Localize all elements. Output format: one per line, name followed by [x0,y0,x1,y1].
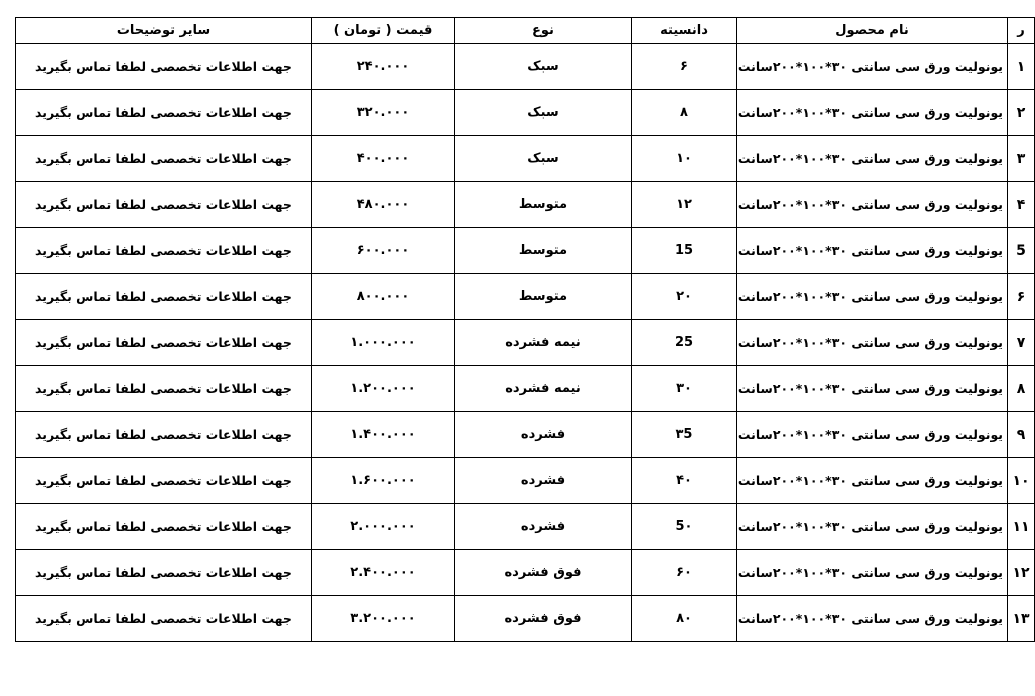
cell-price: ۱.۶۰۰.۰۰۰ [312,458,455,504]
cell-row-number: ۲ [1008,90,1035,136]
cell-notes: جهت اطلاعات تخصصی لطفا تماس بگیرید [16,366,312,412]
cell-type: فوق فشرده [455,596,632,642]
cell-type: فشرده [455,458,632,504]
table-row [16,44,1035,90]
cell-product-name: یونولیت ورق سی سانتی ۳۰*۱۰۰*۲۰۰سانت [737,182,1008,228]
table-row [16,136,1035,182]
header-row [16,18,1035,44]
table-row [16,228,1035,274]
cell-density: 25 [632,320,737,366]
cell-density: ۶۰ [632,550,737,596]
cell-row-number: ۸ [1008,366,1035,412]
cell-type: متوسط [455,274,632,320]
cell-price: ۴۰۰.۰۰۰ [312,136,455,182]
cell-density: ۸ [632,90,737,136]
cell-price: ۱.۲۰۰.۰۰۰ [312,366,455,412]
cell-row-number: ۱۱ [1008,504,1035,550]
cell-product-name: یونولیت ورق سی سانتی ۳۰*۱۰۰*۲۰۰سانت [737,366,1008,412]
cell-price: ۲.۰۰۰.۰۰۰ [312,504,455,550]
cell-density: ۴۰ [632,458,737,504]
table-row [16,90,1035,136]
cell-row-number: ۹ [1008,412,1035,458]
cell-type: نیمه فشرده [455,320,632,366]
cell-product-name: یونولیت ورق سی سانتی ۳۰*۱۰۰*۲۰۰سانت [737,412,1008,458]
cell-product-name: یونولیت ورق سی سانتی ۳۰*۱۰۰*۲۰۰سانت [737,550,1008,596]
table-row [16,412,1035,458]
cell-density: ۳۰ [632,366,737,412]
header-type: نوع [455,18,632,44]
cell-type: متوسط [455,182,632,228]
cell-product-name: یونولیت ورق سی سانتی ۳۰*۱۰۰*۲۰۰سانت [737,458,1008,504]
cell-density: ۱۰ [632,136,737,182]
cell-product-name: یونولیت ورق سی سانتی ۳۰*۱۰۰*۲۰۰سانت [737,90,1008,136]
cell-row-number: ۱ [1008,44,1035,90]
cell-price: ۴۸۰.۰۰۰ [312,182,455,228]
cell-notes: جهت اطلاعات تخصصی لطفا تماس بگیرید [16,458,312,504]
cell-price: ۳۲۰.۰۰۰ [312,90,455,136]
cell-density: 15 [632,228,737,274]
table-row [16,366,1035,412]
cell-row-number: ۱۳ [1008,596,1035,642]
cell-density: ۸۰ [632,596,737,642]
price-table [15,17,1035,642]
cell-type: فشرده [455,412,632,458]
cell-price: ۲۴۰.۰۰۰ [312,44,455,90]
header-product-name: نام محصول [737,18,1008,44]
cell-price: ۸۰۰.۰۰۰ [312,274,455,320]
cell-notes: جهت اطلاعات تخصصی لطفا تماس بگیرید [16,412,312,458]
cell-row-number: ۷ [1008,320,1035,366]
table-body [16,44,1035,642]
cell-row-number: ۱۰ [1008,458,1035,504]
cell-product-name: یونولیت ورق سی سانتی ۳۰*۱۰۰*۲۰۰سانت [737,228,1008,274]
header-price: قیمت ( تومان ) [312,18,455,44]
cell-notes: جهت اطلاعات تخصصی لطفا تماس بگیرید [16,274,312,320]
cell-product-name: یونولیت ورق سی سانتی ۳۰*۱۰۰*۲۰۰سانت [737,274,1008,320]
table-header [16,18,1035,44]
cell-type: فوق فشرده [455,550,632,596]
cell-notes: جهت اطلاعات تخصصی لطفا تماس بگیرید [16,320,312,366]
cell-density: 5۰ [632,504,737,550]
cell-price: ۲.۴۰۰.۰۰۰ [312,550,455,596]
table-row [16,458,1035,504]
header-density: دانسیته [632,18,737,44]
cell-type: سبک [455,136,632,182]
cell-notes: جهت اطلاعات تخصصی لطفا تماس بگیرید [16,136,312,182]
cell-row-number: ۳ [1008,136,1035,182]
cell-density: ۲۰ [632,274,737,320]
cell-notes: جهت اطلاعات تخصصی لطفا تماس بگیرید [16,550,312,596]
cell-notes: جهت اطلاعات تخصصی لطفا تماس بگیرید [16,182,312,228]
cell-type: سبک [455,44,632,90]
cell-density: ۱۲ [632,182,737,228]
cell-price: ۱.۰۰۰.۰۰۰ [312,320,455,366]
table-row [16,596,1035,642]
cell-product-name: یونولیت ورق سی سانتی ۳۰*۱۰۰*۲۰۰سانت [737,596,1008,642]
cell-row-number: ۱۲ [1008,550,1035,596]
cell-row-number: ۶ [1008,274,1035,320]
table-row [16,504,1035,550]
header-notes: سایر توضیحات [16,18,312,44]
cell-price: ۶۰۰.۰۰۰ [312,228,455,274]
table-row [16,320,1035,366]
cell-density: ۶ [632,44,737,90]
header-row-number: ر [1008,18,1035,44]
cell-type: سبک [455,90,632,136]
cell-notes: جهت اطلاعات تخصصی لطفا تماس بگیرید [16,596,312,642]
cell-product-name: یونولیت ورق سی سانتی ۳۰*۱۰۰*۲۰۰سانت [737,320,1008,366]
table-row [16,182,1035,228]
table-row [16,274,1035,320]
table-row [16,550,1035,596]
cell-notes: جهت اطلاعات تخصصی لطفا تماس بگیرید [16,228,312,274]
cell-row-number: ۴ [1008,182,1035,228]
cell-row-number: 5 [1008,228,1035,274]
cell-type: فشرده [455,504,632,550]
cell-product-name: یونولیت ورق سی سانتی ۳۰*۱۰۰*۲۰۰سانت [737,504,1008,550]
cell-density: ۳5 [632,412,737,458]
cell-product-name: یونولیت ورق سی سانتی ۳۰*۱۰۰*۲۰۰سانت [737,136,1008,182]
cell-notes: جهت اطلاعات تخصصی لطفا تماس بگیرید [16,44,312,90]
cell-type: نیمه فشرده [455,366,632,412]
cell-notes: جهت اطلاعات تخصصی لطفا تماس بگیرید [16,90,312,136]
cell-type: متوسط [455,228,632,274]
cell-price: ۳.۲۰۰.۰۰۰ [312,596,455,642]
cell-notes: جهت اطلاعات تخصصی لطفا تماس بگیرید [16,504,312,550]
cell-product-name: یونولیت ورق سی سانتی ۳۰*۱۰۰*۲۰۰سانت [737,44,1008,90]
cell-price: ۱.۴۰۰.۰۰۰ [312,412,455,458]
